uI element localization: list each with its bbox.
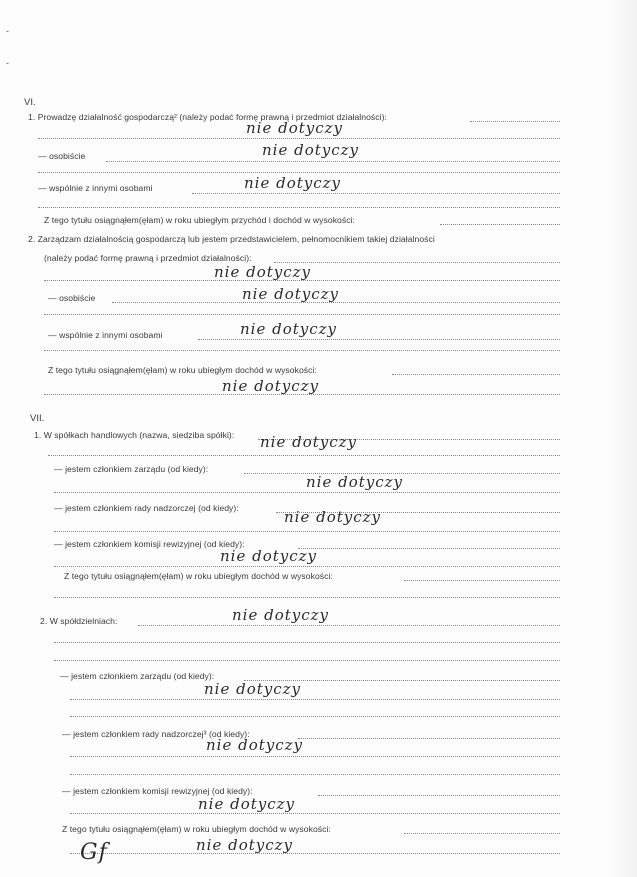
dotted-line <box>192 193 560 194</box>
dotted-line <box>404 580 560 581</box>
dotted-line <box>44 350 560 351</box>
vi-q1-answer: nie dotyczy <box>246 119 344 137</box>
vi-q2-answer: nie dotyczy <box>214 263 312 281</box>
dotted-line <box>38 172 560 173</box>
initials-signature: Gf <box>80 840 108 865</box>
vii-q2-audit-answer: nie dotyczy <box>198 795 296 813</box>
dotted-line <box>440 224 560 225</box>
dotted-line <box>404 833 560 834</box>
vii-q1-audit-answer: nie dotyczy <box>220 547 318 565</box>
vii-q2-income-answer: nie dotyczy <box>196 836 294 854</box>
dotted-line <box>54 566 560 567</box>
dotted-line <box>54 660 560 661</box>
dotted-line <box>38 207 560 208</box>
vi-q2-personal-label: — osobiście <box>48 293 96 303</box>
dotted-line <box>70 756 560 757</box>
vii-q1-audit-label: — jestem członkiem komisji rewizyjnej (od kiedy): <box>54 539 245 549</box>
scan-shadow <box>609 0 637 877</box>
vii-q2-text: 2. W spółdzielniach: <box>40 616 118 626</box>
scan-mark: - <box>6 26 9 36</box>
vi-q1-income-text: Z tego tytułu osiągnąłem(ęłam) w roku ubiegłym przychód i dochód w wysokości: <box>44 215 355 225</box>
vii-q2-supervisory-label: — jestem członkiem rady nadzorczej³ (od kiedy): <box>62 729 250 739</box>
vii-q1-income-text: Z tego tytułu osiągnąłem(ęłam) w roku ubiegłym dochód w wysokości: <box>64 571 333 581</box>
vi-q2-joint-label: — wspólnie z innymi osobami <box>48 330 163 340</box>
dotted-line <box>44 314 560 315</box>
dotted-line <box>106 161 560 162</box>
dotted-line <box>298 738 560 739</box>
dotted-line <box>54 492 560 493</box>
dotted-line <box>44 280 560 281</box>
dotted-line <box>298 548 560 549</box>
vii-q2-audit-label: — jestem członkiem komisji rewizyjnej (od kiedy): <box>62 786 253 796</box>
dotted-line <box>70 853 560 854</box>
vii-q2-income-text: Z tego tytułu osiągnąłem(ęłam) w roku ubiegłym dochód w wysokości: <box>62 824 331 834</box>
dotted-line <box>138 625 560 626</box>
dotted-line <box>70 813 560 814</box>
vi-q2-income-answer: nie dotyczy <box>222 377 320 395</box>
dotted-line <box>54 531 560 532</box>
dotted-line <box>70 699 560 700</box>
vii-q2-board-label: — jestem członkiem zarządu (od kiedy): <box>60 671 215 681</box>
dotted-line <box>54 597 560 598</box>
vii-q1-board-label: — jestem członkiem zarządu (od kiedy): <box>54 464 209 474</box>
dotted-line <box>470 121 560 122</box>
section-vi-heading: VI. <box>24 97 36 108</box>
vii-q1-supervisory-label: — jestem członkiem rady nadzorczej (od kiedy): <box>54 503 239 513</box>
vii-q2-answer: nie dotyczy <box>232 606 330 624</box>
vi-q2-income-text: Z tego tytułu osiągnąłem(ęłam) w roku ubiegłym dochód w wysokości: <box>48 365 317 375</box>
vii-q1-text: 1. W spółkach handlowych (nazwa, siedziba spółki): <box>34 430 235 440</box>
vi-q1-joint-label: — wspólnie z innymi osobami <box>38 183 153 193</box>
vi-q1-joint-answer: nie dotyczy <box>244 174 342 192</box>
dotted-line <box>44 394 560 395</box>
dotted-line <box>318 795 560 796</box>
dotted-line <box>38 138 560 139</box>
dotted-line <box>48 455 560 456</box>
vi-q2-text-line1: 2. Zarządzam działalnością gospodarczą lub jestem przedstawicielem, pełnomocnikiem takiej działalności <box>28 234 435 244</box>
dotted-line <box>274 262 560 263</box>
vi-q1-text: 1. Prowadzę działalność gospodarczą² (należy podać formę prawną i przedmiot działalności): <box>28 112 387 122</box>
vi-q1-personal-label: — osobiście <box>38 151 86 161</box>
vi-q2-joint-answer: nie dotyczy <box>240 320 338 338</box>
vi-q2-personal-answer: nie dotyczy <box>242 285 340 303</box>
vii-q2-board-answer: nie dotyczy <box>204 680 302 698</box>
dotted-line <box>70 774 560 775</box>
vi-q1-personal-answer: nie dotyczy <box>262 141 360 159</box>
vii-q1-answer: nie dotyczy <box>260 433 358 451</box>
vii-q1-supervisory-answer: nie dotyczy <box>284 508 382 526</box>
dotted-line <box>54 642 560 643</box>
dotted-line <box>70 716 560 717</box>
vii-q1-board-answer: nie dotyczy <box>306 473 404 491</box>
vi-q2-text-line2: (należy podać formę prawną i przedmiot działalności): <box>44 253 252 263</box>
section-vii-heading: VII. <box>30 413 45 424</box>
dotted-line <box>392 374 560 375</box>
scan-mark: - <box>6 58 9 68</box>
vii-q2-supervisory-answer: nie dotyczy <box>206 736 304 754</box>
dotted-line <box>198 339 560 340</box>
